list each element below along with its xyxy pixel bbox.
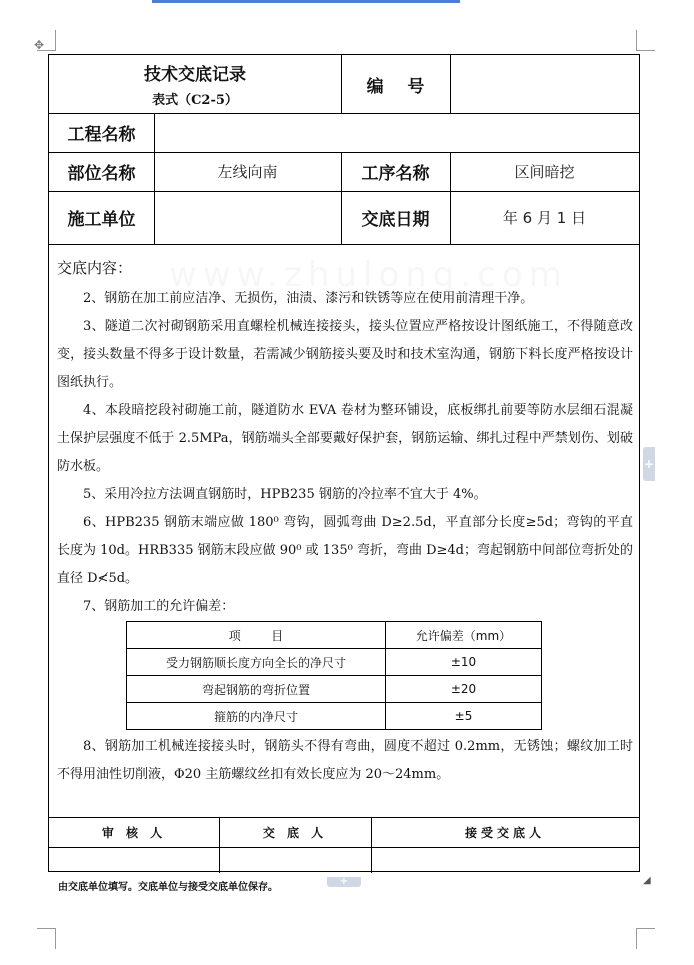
table-header-row [127, 622, 542, 649]
content-paragraph: 5、采用冷拉方法调直钢筋时，HPB235 钢筋的冷拉率不宜大于 4%。 [83, 487, 487, 502]
add-row-icon[interactable]: + [327, 877, 361, 887]
receiver-label: 接受交底人 [464, 825, 545, 840]
construction-unit-field[interactable] [154, 191, 341, 244]
reviewer-label: 审 核 人 [101, 825, 167, 840]
content-intro: 交底内容： [57, 259, 133, 277]
table-row [127, 649, 542, 676]
page-corner-mark [37, 30, 56, 51]
table-row [127, 703, 542, 730]
content-paragraph: 3、隧道二次衬砌钢筋采用直螺栓机械连接接头，接头位置应严格按设计图纸施工，不得随意改变，接头数量不得多于设计数量，若需减少钢筋接头要及时和技术室沟通，钢筋下料长度严格按设计图纸执行。 [57, 319, 633, 390]
table-header-cell: 项 目 [127, 622, 386, 649]
disclosure-content[interactable] [57, 251, 633, 621]
form-subtitle: 表式（C2-5） [152, 93, 238, 108]
page-corner-mark [636, 928, 655, 949]
table-cell: ±5 [386, 703, 542, 730]
process-name-label: 工序名称 [361, 164, 430, 184]
content-paragraph: 7、钢筋加工的允许偏差： [83, 599, 235, 614]
tolerance-table [126, 621, 542, 730]
disclosure-date-field[interactable]: 年 6 月 1 日 [502, 209, 587, 227]
content-paragraph: 4、本段暗挖段衬砌施工前，隧道防水 EVA 卷材为整环铺设，底板绑扎前要等防水层细石混凝土保护层强度不低于 2.5MPa，钢筋端头全部要戴好保护套，钢筋运输、绑扎过程中严禁划伤、划破防水板。 [57, 403, 633, 474]
content-paragraph: 2、钢筋在加工前应洁净、无损伤，油渍、漆污和铁锈等应在使用前清理干净。 [83, 291, 534, 306]
table-move-handle-icon[interactable]: ✥ [34, 38, 45, 52]
receiver-signature-field[interactable] [371, 847, 639, 871]
expand-side-icon[interactable]: + [643, 447, 655, 481]
table-cell: ±20 [386, 676, 542, 703]
table-row [127, 676, 542, 703]
window-top-accent [152, 0, 460, 3]
page-corner-mark [636, 30, 655, 51]
page-corner-mark [37, 928, 56, 949]
number-label: 编 号 [366, 76, 425, 97]
reviewer-signature-field[interactable] [49, 847, 219, 871]
content-paragraph: 6、HPB235 钢筋末端应做 180⁰ 弯钩，圆弧弯曲 D≥2.5d，平直部分长度≥5d；弯钩的平直长度为 10d。HRB335 钢筋末段应做 90⁰ 或 135⁰ 弯折，弯曲 D≥4d；弯起钢筋中间部位弯折处的直径 D≮5d。 [57, 515, 633, 586]
construction-unit-label: 施工单位 [67, 210, 136, 230]
content-paragraph: 8、钢筋加工机械连接接头时，钢筋头不得有弯曲，圆度不超过 0.2mm，无锈蚀；螺纹加工时不得用油性切削液，Φ20 主筋螺纹丝扣有效长度应为 20～24mm。 [57, 739, 633, 782]
form-title: 技术交底记录 [144, 65, 246, 85]
form-footnote: 由交底单位填写。交底单位与接受交底单位保存。 [58, 882, 278, 893]
discloser-label: 交 底 人 [262, 825, 328, 840]
table-resize-handle-icon[interactable]: ◢ [643, 875, 651, 886]
disclosure-content-continued[interactable] [57, 733, 633, 789]
project-name-label: 工程名称 [67, 125, 136, 145]
table-header-cell: 允许偏差（mm） [386, 622, 542, 649]
disclosure-date-label: 交底日期 [361, 210, 430, 230]
disclosure-record-form [48, 54, 640, 872]
number-field[interactable] [450, 55, 639, 113]
process-name-field[interactable]: 区间暗挖 [514, 163, 575, 181]
project-name-field[interactable] [154, 113, 639, 152]
part-name-label: 部位名称 [67, 164, 136, 184]
table-cell: ±10 [386, 649, 542, 676]
discloser-signature-field[interactable] [219, 847, 371, 871]
part-name-field[interactable]: 左线向南 [217, 163, 278, 181]
table-cell: 受力钢筋顺长度方向全长的净尺寸 [127, 649, 386, 676]
table-cell: 箍筋的内净尺寸 [127, 703, 386, 730]
table-cell: 弯起钢筋的弯折位置 [127, 676, 386, 703]
